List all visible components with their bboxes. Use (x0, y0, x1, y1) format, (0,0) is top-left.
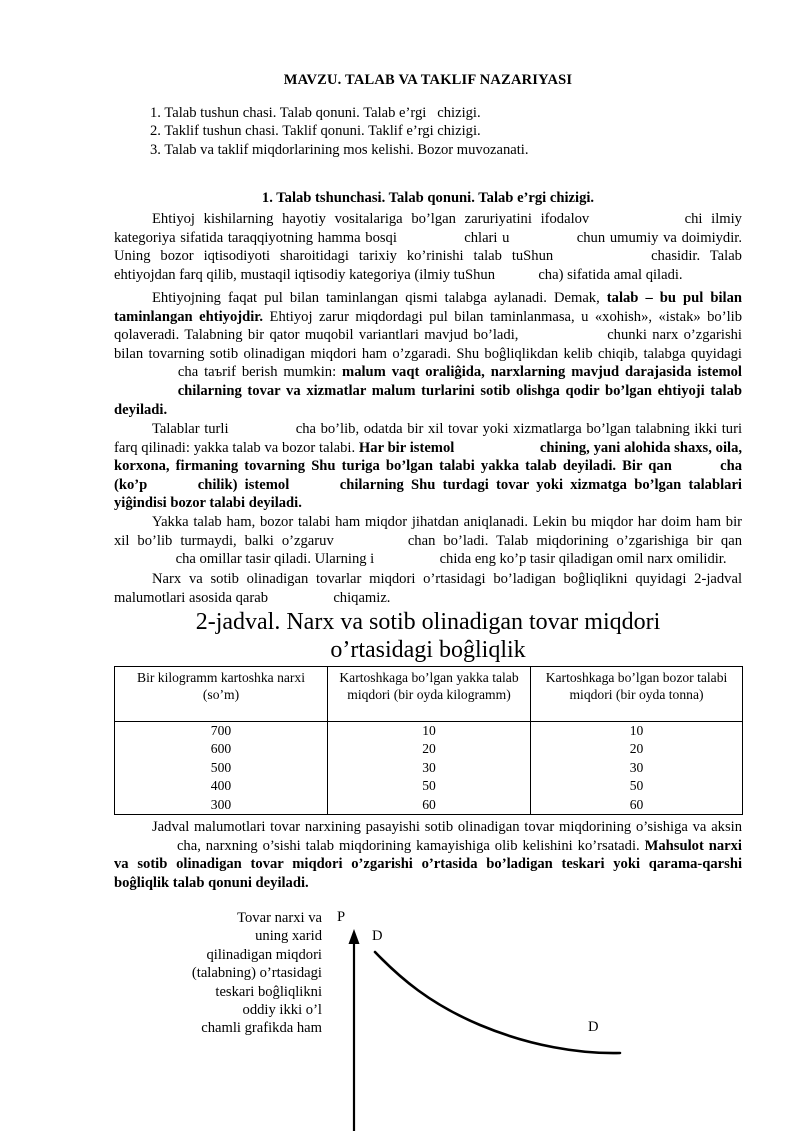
p5-seg-b: chiqamiz. (333, 589, 391, 606)
axis-label-price: P (337, 909, 346, 925)
p1-seg-e: chasidir. Talab ehtiyojdan farq qilib, mustaqil iqtisodiy kategoriya (ilmiy tuShun (114, 248, 742, 283)
p6-bold-law: Mahsulot narxi va sotib olinadigan tovar miqdori o’zgarishi o’rtasida bo’ladigan teskari yoki qarama-qarshi boĝliqlik talab qonuni deyiladi. (114, 837, 742, 891)
p2-seg-a: Ehtiyojning faqat pul bilan taminlangan qismi talabga aylanadi. Demak, (152, 290, 607, 306)
p3-seg-b: cha bo’lib, odatda bir xil tovar yoki xizmatlarga bo’lgan talabning ikki turi farq qilinadi: yakka talab va bozor talabi. (114, 421, 743, 456)
table-row (115, 777, 743, 795)
table-header-market-demand: Kartoshkaga bo’lgan bozor talabi miqdori (bir oyda tonna) (531, 667, 743, 722)
paragraph-talab-qonuni (114, 818, 742, 892)
table-caption-line-1: 2-jadval. Narx va sotib olinadigan tovar miqdori (195, 609, 661, 635)
p2-bold-definition: talab – bu pul bilan taminlangan ehtiyojdir. (114, 290, 742, 325)
p3-seg-a: Talablar turli (152, 421, 229, 437)
cell-price: 300 (115, 796, 328, 815)
p3-bold-chining: chining, yani alohida shaxs, oila, korxona, firmaning tovarning Shu turiga bo’lgan talabi yakka talab deyiladi. Bir qan (114, 439, 743, 475)
outline-item-1: 1. Talab tushun chasi. Talab qonuni. Talab e’rgi chizigi. (150, 105, 481, 121)
p1-seg-a: Ehtiyoj kishilarning hayotiy vositalariga bo’lgan zaruriyatini ifodalov (152, 211, 590, 227)
p3-bold-har-bir: Har bir istemol (358, 439, 455, 456)
paragraph-talablar-turli (114, 420, 742, 513)
cell-individual: 10 (328, 722, 531, 741)
table-caption (114, 608, 742, 664)
table-row (115, 740, 743, 758)
demand-curve-label-top: D (372, 928, 383, 944)
table-header-price: Bir kilogramm kartoshka narxi (so’m) (115, 667, 328, 722)
p4-seg-a: Yakka talab ham, bozor talabi ham miqdor jihatdan aniqlanadi. Lekin bu miqdor har doim ham bir xil bo’lib turmaydi, balki o’zgaruv (114, 514, 742, 549)
figure-label-line-6: oddiy ikki o’l (242, 1002, 322, 1019)
paragraph-ehtiyoj (114, 210, 742, 284)
outline-item-2: 2. Taklif tushun chasi. Taklif qonuni. Taklif e’rgi chizigi. (150, 123, 481, 140)
table-row (115, 759, 743, 777)
figure-label-line-1: Tovar narxi va (237, 910, 322, 926)
section-heading: 1. Talab tshunchasi. Talab qonuni. Talab e’rgi chizigi. (261, 190, 595, 206)
figure-label-line-7: chamli grafikda ham (201, 1020, 322, 1037)
table-row (115, 796, 743, 815)
cell-market: 20 (531, 740, 743, 758)
p1-seg-c: chlari u (464, 229, 510, 246)
cell-individual: 20 (328, 740, 531, 758)
table-header-row (115, 667, 743, 722)
cell-individual: 60 (328, 796, 531, 815)
p1-seg-b: chi ilmiy kategoriya sifatida taraqqiyotning hamma bosqi (114, 211, 742, 246)
p3-bold-chilarning: chilarning Shu turdagi tovar yoki xizmatga bo’lgan talablari yiĝindisi bozor talabi deyiladi. (114, 476, 742, 512)
p5-seg-a: Narx va sotib olinadigan tovarlar miqdori o’rtasidagi bo’ladigan boĝliqlikni quyidagi 2-jadval malumotlari asosida qarab (114, 571, 742, 606)
p2-bold-chilarning: chilarning tovar va xizmatlar malum turlarini sotib olishga qodir bo’lgan ehtiyoji talab deyiladi. (114, 382, 743, 418)
demand-curve-path (375, 952, 620, 1053)
table-header-individual-demand: Kartoshkaga bo’lgan yakka talab miqdori (bir oyda kilogramm) (328, 667, 531, 722)
table-caption-line-2: o’rtasidagi boĝliqlik (330, 637, 526, 663)
figure-label-line-2: uning xarid (255, 928, 322, 945)
cell-individual: 50 (328, 777, 531, 795)
demand-curve-figure (0, 900, 800, 1131)
cell-market: 50 (531, 777, 743, 795)
p4-seg-c: cha omillar tasir qiladi. Ularning i (175, 551, 375, 568)
demand-schedule-table (114, 666, 743, 815)
price-axis-arrowhead (349, 929, 360, 944)
cell-price: 500 (115, 759, 328, 777)
figure-label-line-5: teskari boĝliqlikni (215, 983, 322, 1000)
p2-seg-d: cha taъrif berish mumkin: (177, 364, 343, 381)
p2-seg-c: chunki narx o’zgarishi bilan tovarning sotib olinadigan miqdori ham o’zgaradi. Shu boĝliqlikdan kelib chiqib, talabga quyidagi (114, 327, 742, 362)
cell-price: 700 (115, 722, 328, 741)
cell-price: 400 (115, 777, 328, 795)
demand-curve-drawing (0, 900, 800, 1131)
figure-label-line-3: qilinadigan miqdori (206, 946, 322, 963)
p6-seg-a: Jadval malumotlari tovar narxining pasayishi sotib olinadigan tovar miqdorining o’sishiga va aksin (152, 819, 742, 835)
p3-bold-chilik: chilik) istemol (197, 476, 290, 493)
outline-item-3: 3. Talab va taklif miqdorlarining mos kelishi. Bozor muvozanati. (150, 141, 529, 158)
p1-seg-d: chun umumiy va doimiydir. Uning bozor iqtisodiyoti sharoitidagi tarixiy ko’rinishi talab tuShun (114, 229, 742, 265)
paragraph-talab-definition (114, 289, 742, 419)
cell-market: 10 (531, 722, 743, 741)
p4-seg-b: chan bo’ladi. Talab miqdorining o’zgarishiga bir qan (407, 532, 742, 549)
outline-list (150, 104, 750, 159)
cell-market: 60 (531, 796, 743, 815)
cell-individual: 30 (328, 759, 531, 777)
p2-seg-b: Ehtiyoj zarur miqdordagi pul bilan taminlanmasa, u «xohish», «istak» bo’lib qolaveradi. Talabning bir qator muqobil variantlari mavjud bo’ladi, (114, 308, 742, 344)
page-title: MAVZU. TALAB VA TAKLIF NAZARIYASI (283, 72, 573, 88)
p6-seg-b: cha, narxning o’sishi talab miqdorining kamayishiga olib kelishini ko’rsatadi. (176, 837, 645, 854)
p1-seg-f: cha) sifatida amal qiladi. (538, 266, 683, 283)
figure-label-line-4: (talabning) o’rtasidagi (191, 965, 322, 982)
cell-price: 600 (115, 740, 328, 758)
cell-market: 30 (531, 759, 743, 777)
p4-seg-d: chida eng ko’p tasir qiladigan omil narx omilidir. (439, 551, 727, 568)
p2-bold-malum-vaqt: malum vaqt oraliĝida, narxlarning mavjud darajasida istemol (342, 364, 742, 381)
p3-bold-cha-kop: cha (ko’p (114, 458, 742, 493)
paragraph-narx-sotib (114, 570, 742, 607)
paragraph-yakka-talab (114, 513, 742, 569)
demand-curve-label-bottom: D (588, 1019, 599, 1035)
table-row (115, 722, 743, 741)
